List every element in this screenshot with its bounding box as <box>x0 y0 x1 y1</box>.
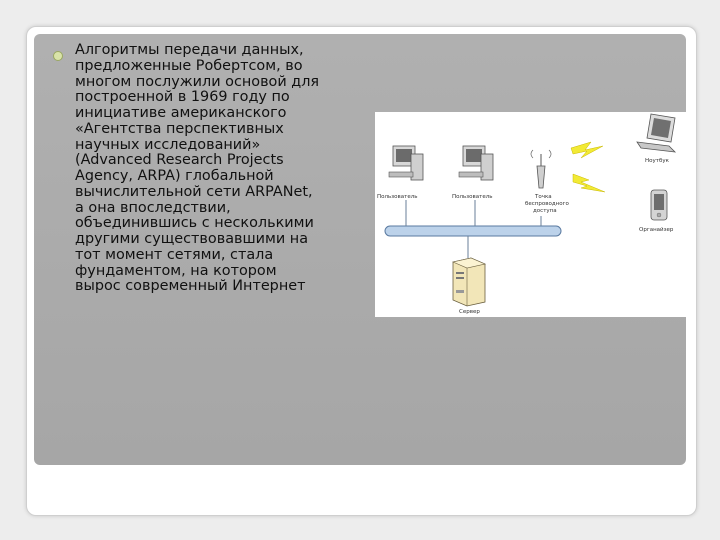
computer-icon <box>459 146 493 180</box>
slide-paragraph: Алгоритмы передачи данных, предложенные Робертсом, во многом послужили основой для построенной в 1969 году по инициативе американского «Агентства перспективных научных исследований» (Advanced Research Projects Agency, ARPA) глобальной вычислительной сети ARPANet, а она впоследствии, объединившись с несколькими другими существовавшими на тот момент сетями, стала фундаментом, на котором вырос современный Интернет <box>75 42 320 295</box>
laptop-icon <box>637 114 675 152</box>
bullet-icon <box>53 51 63 61</box>
access-point-icon <box>531 150 551 188</box>
laptop-label: Ноутбук <box>645 158 669 164</box>
server-label: Сервер <box>459 309 480 315</box>
network-diagram <box>375 112 686 317</box>
computer-icon <box>389 146 423 180</box>
pda-label: Органайзер <box>639 227 674 233</box>
ap-label-line3: доступа <box>533 208 557 214</box>
network-bus <box>385 226 561 236</box>
pda-icon <box>651 190 667 220</box>
ap-label-line2: беспроводного <box>525 201 569 207</box>
user1-label: Пользователь <box>377 194 418 200</box>
wireless-signal-icon <box>571 142 603 158</box>
ap-label-line1: Точка <box>535 194 552 200</box>
wireless-signal-icon <box>573 174 605 192</box>
server-icon <box>453 258 485 306</box>
user2-label: Пользователь <box>452 194 493 200</box>
